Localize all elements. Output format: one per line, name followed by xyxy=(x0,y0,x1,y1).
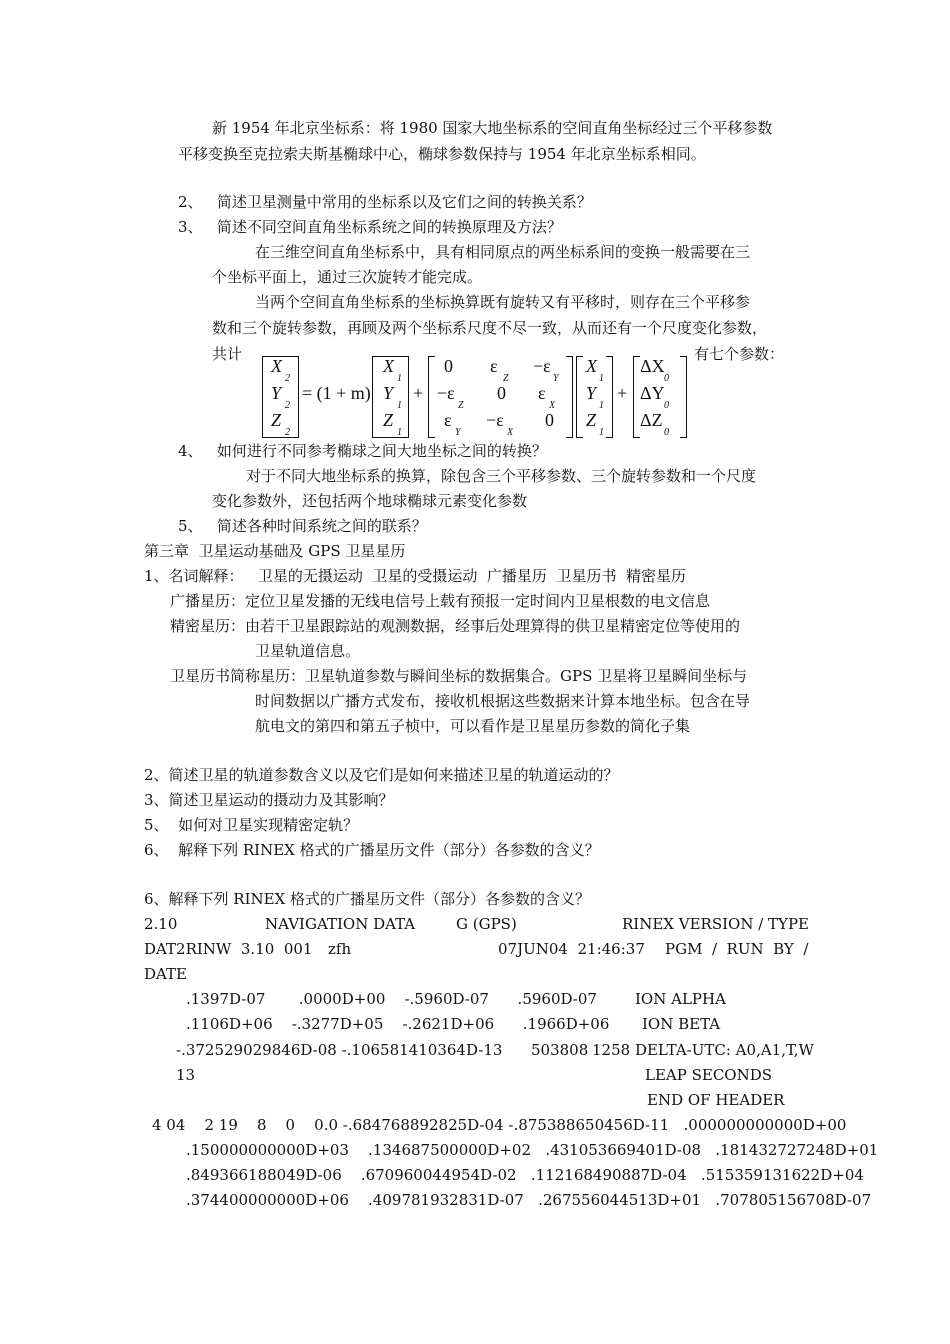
eq-shift-x-sub: 0 xyxy=(664,373,669,384)
text-line: 航电文的第四和第五子桢中，可以看作是卫星星历参数的简化子集 xyxy=(255,717,691,735)
eq-plus-1: + xyxy=(413,383,424,403)
eq-vec2-x-sub: 1 xyxy=(599,373,604,384)
eq-vec-z-sub: 1 xyxy=(397,427,402,438)
eq-rot-12: ε xyxy=(490,356,498,376)
bracket-matrix xyxy=(566,356,573,438)
text-line: 共计 xyxy=(212,345,243,363)
rinex-label: ION BETA xyxy=(642,1015,721,1033)
bracket-vector xyxy=(402,356,409,438)
rinex-data-row: .849366188049D-06 .670960044954D-02 .112168490887D-04 .515359131622D+04 xyxy=(186,1166,864,1184)
eq-shift-z: ΔZ xyxy=(640,410,663,430)
eq-rot-23: ε xyxy=(538,383,546,403)
eq-rot-32-sub: X xyxy=(507,427,514,438)
eq-left-y-sub: 2 xyxy=(285,400,290,411)
rinex-cell: .1106D+06 -.3277D+05 -.2621D+06 .1966D+06 xyxy=(186,1015,610,1033)
text-line: 平移变换至克拉索夫斯基椭球中心，椭球参数保持与 1954 年北京坐标系相同。 xyxy=(178,145,706,163)
bracket-left-vector xyxy=(292,356,299,438)
text-line: 变化参数外，还包括两个地球椭球元素变化参数 xyxy=(212,492,528,510)
rinex-cell: G (GPS) xyxy=(456,915,517,933)
eq-left-x-sub: 2 xyxy=(285,373,290,384)
text-line: 6、 解释下列 RINEX 格式的广播星历文件（部分）各参数的含义？ xyxy=(144,841,600,859)
eq-rot-31: ε xyxy=(444,410,452,430)
rinex-label: LEAP SECONDS xyxy=(645,1066,773,1084)
eq-left-z-sub: 2 xyxy=(285,427,290,438)
question-2: 2、 简述卫星测量中常用的坐标系以及它们之间的转换关系？ xyxy=(178,193,592,211)
text-line: 精密星历：由若干卫星跟踪站的观测数据，经事后处理算得的供卫星精密定位等使用的 xyxy=(170,617,741,635)
eq-vec-x: X xyxy=(383,356,394,376)
eq-shift-y: ΔY xyxy=(640,383,665,403)
rinex-cell: 2.10 xyxy=(144,915,178,933)
rinex-label: DATE xyxy=(144,965,187,983)
text-line: 卫星轨道信息。 xyxy=(255,642,361,660)
text-line: 卫星历书简称星历：卫星轨道参数与瞬间坐标的数据集合。GPS 卫星将卫星瞬间坐标与 xyxy=(170,667,748,685)
eq-rot-12-sub: Z xyxy=(503,373,509,384)
bracket-vector xyxy=(606,356,613,438)
bracket-vector xyxy=(576,356,583,438)
rinex-cell: -.372529029846D-08 -.106581410364D-13 503808 xyxy=(176,1041,589,1059)
eq-vec2-x: X xyxy=(586,356,597,376)
question-4: 4、 如何进行不同参考椭球之间大地坐标之间的转换？ xyxy=(178,442,547,460)
text-line: 有七个参数： xyxy=(694,345,785,363)
eq-rot-23-sub: X xyxy=(549,400,556,411)
text-line: 2、简述卫星的轨道参数含义以及它们是如何来描述卫星的轨道运动的？ xyxy=(144,766,619,784)
eq-rot-32: −ε xyxy=(486,410,504,430)
rinex-data-row: .150000000000D+03 .134687500000D+02 .431053669401D-08 .181432727248D+01 xyxy=(186,1141,879,1159)
eq-scale: = (1 + m) xyxy=(302,383,371,403)
eq-vec2-y-sub: 1 xyxy=(599,400,604,411)
bracket-shift xyxy=(633,356,640,438)
eq-shift-y-sub: 0 xyxy=(664,400,669,411)
rinex-data-row: 4 04 2 19 8 0 0.0 -.684768892825D-04 -.875388650456D-11 .000000000000D+00 xyxy=(152,1116,847,1134)
rinex-cell: 07JUN04 21:46:37 xyxy=(498,940,645,958)
eq-vec-y: Y xyxy=(383,383,394,403)
eq-vec2-z: Z xyxy=(586,410,597,430)
text-line: 广播星历：定位卫星发播的无线电信号上载有预报一定时间内卫星根数的电文信息 xyxy=(170,592,711,610)
eq-shift-z-sub: 0 xyxy=(664,427,669,438)
text-line: 5、 如何对卫星实现精密定轨？ xyxy=(144,816,359,834)
rinex-data-row: .374400000000D+06 .409781932831D-07 .267556044513D+01 .707805156708D-07 xyxy=(186,1191,872,1209)
rinex-label: RINEX VERSION / TYPE xyxy=(622,915,809,933)
text-line: 在三维空间直角坐标系中，具有相同原点的两坐标系间的变换一般需要在三 xyxy=(255,243,751,261)
question-3: 3、 简述不同空间直角坐标系统之间的转换原理及方法？ xyxy=(178,218,562,236)
text-line: 3、简述卫星运动的摄动力及其影响？ xyxy=(144,791,394,809)
eq-rot-11: 0 xyxy=(444,356,453,376)
bracket-matrix xyxy=(428,356,435,438)
rinex-cell: DAT2RINW 3.10 001 xyxy=(144,940,313,958)
eq-vec-x-sub: 1 xyxy=(397,373,402,384)
rinex-cell: NAVIGATION DATA xyxy=(265,915,416,933)
text-line: 个坐标平面上，通过三次旋转才能完成。 xyxy=(212,268,483,286)
eq-rot-21: −ε xyxy=(437,383,455,403)
bracket-left-vector xyxy=(262,356,269,438)
text-line: 新 1954 年北京坐标系：将 1980 国家大地坐标系的空间直角坐标经过三个平移参数 xyxy=(212,119,773,137)
eq-vec2-z-sub: 1 xyxy=(599,427,604,438)
eq-vec-y-sub: 1 xyxy=(397,400,402,411)
eq-vec-z: Z xyxy=(383,410,394,430)
rinex-label: END OF HEADER xyxy=(647,1091,785,1109)
text-line: 6、解释下列 RINEX 格式的广播星历文件（部分）各参数的含义？ xyxy=(144,890,591,908)
rinex-label: ION ALPHA xyxy=(635,990,726,1008)
text-line: 当两个空间直角坐标系的坐标换算既有旋转又有平移时，则存在三个平移参 xyxy=(255,293,751,311)
eq-left-z: Z xyxy=(271,410,282,430)
eq-left-y: Y xyxy=(271,383,282,403)
rinex-label: PGM / RUN BY / xyxy=(665,940,809,958)
eq-plus-2: + xyxy=(617,383,628,403)
question-5: 5、 简述各种时间系统之间的联系？ xyxy=(178,517,427,535)
bracket-vector xyxy=(372,356,379,438)
text-line: 数和三个旋转参数，再顾及两个坐标系尺度不尽一致，从而还有一个尺度变化参数， xyxy=(212,319,768,337)
text-line: 1、名词解释： 卫星的无摄运动 卫星的受摄运动 广播星历 卫星历书 精密星历 xyxy=(144,567,686,585)
rinex-cell: .1397D-07 .0000D+00 -.5960D-07 .5960D-07 xyxy=(186,990,597,1008)
eq-left-x: X xyxy=(271,356,282,376)
eq-rot-31-sub: Y xyxy=(455,427,461,438)
eq-rot-22: 0 xyxy=(497,383,506,403)
eq-vec2-y: Y xyxy=(586,383,597,403)
eq-rot-13: −ε xyxy=(533,356,551,376)
rinex-cell: zfh xyxy=(328,940,352,958)
text-line: 时间数据以广播方式发布，接收机根据这些数据来计算本地坐标。包含在导 xyxy=(255,692,751,710)
bracket-shift xyxy=(680,356,687,438)
eq-rot-33: 0 xyxy=(545,410,554,430)
text-line: 对于不同大地坐标系的换算，除包含三个平移参数、三个旋转参数和一个尺度 xyxy=(246,467,757,485)
chapter-heading: 第三章 卫星运动基础及 GPS 卫星星历 xyxy=(144,542,406,560)
eq-shift-x: ΔX xyxy=(640,356,665,376)
rinex-label: 1258 DELTA-UTC: A0,A1,T,W xyxy=(592,1041,814,1059)
eq-rot-13-sub: Y xyxy=(553,373,559,384)
eq-rot-21-sub: Z xyxy=(458,400,464,411)
rinex-cell: 13 xyxy=(176,1066,196,1084)
